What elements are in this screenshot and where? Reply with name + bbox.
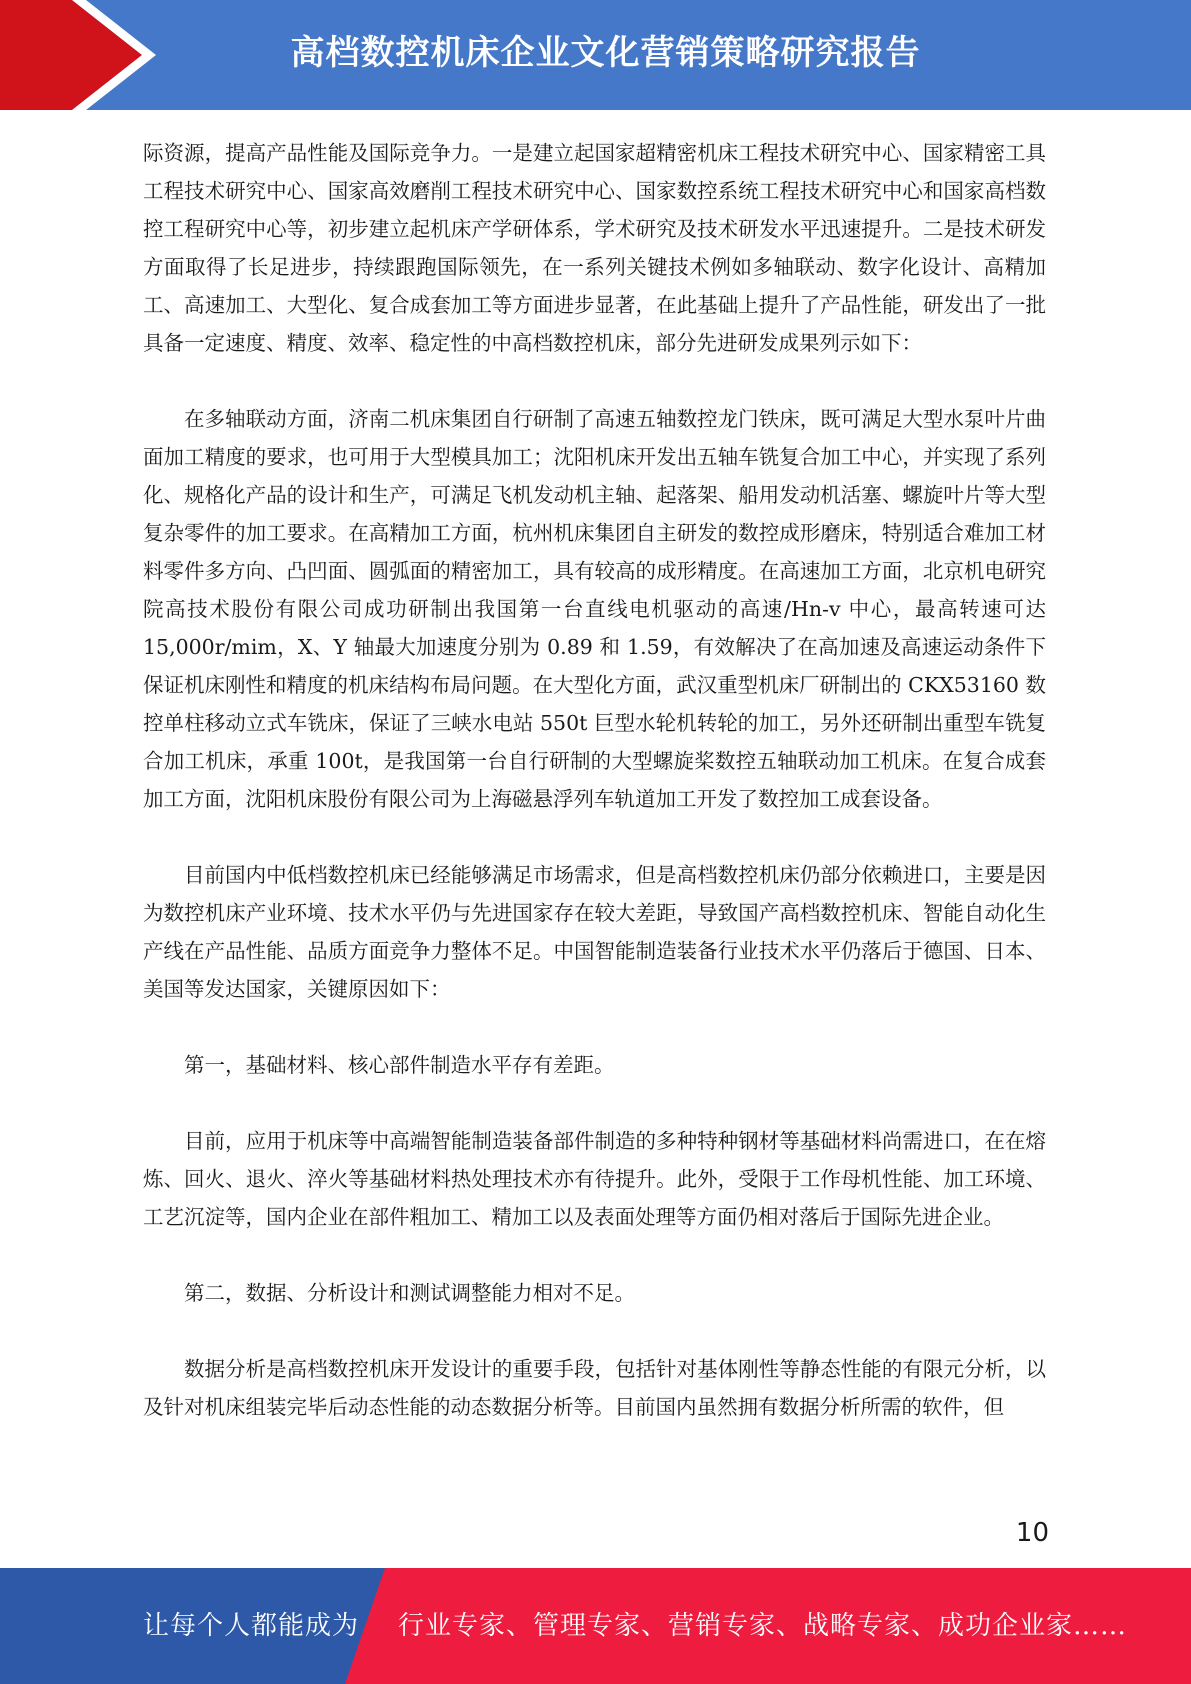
heading-point-two: 第二，数据、分析设计和测试调整能力相对不足。 bbox=[184, 1281, 635, 1305]
header-arrow-decoration bbox=[0, 0, 160, 110]
page-number: 10 bbox=[1015, 1518, 1049, 1548]
paragraph-continuation: 际资源，提高产品性能及国际竞争力。一是建立起国家超精密机床工程技术研究中心、国家精密工具工程技术研究中心、国家高效磨削工程技术研究中心、国家数控系统工程技术研究中心和国家高档数控工程研究中心等，初步建立起机床产学研体系，学术研究及技术研发水平迅速提升。二是技术研发方面取得了长足进步，持续跟跑国际领先，在一系列关键技术例如多轴联动、数字化设计、高精加工、高速加工、大型化、复合成套加工等方面进步显著，在此基础上提升了产品性能，研发出了一批具备一定速度、精度、效率、稳定性的中高档数控机床，部分先进研发成果列示如下： bbox=[143, 141, 1046, 355]
paragraph-multi-axis: 在多轴联动方面，济南二机床集团自行研制了高速五轴数控龙门铁床，既可满足大型水泵叶片曲面加工精度的要求，也可用于大型模具加工；沈阳机床开发出五轴车铣复合加工中心，并实现了系列化、规格化产品的设计和生产，可满足飞机发动机主轴、起落架、船用发动机活塞、螺旋叶片等大型复杂零件的加工要求。在高精加工方面，杭州机床集团自主研发的数控成形磨床，特别适合难加工材料零件多方向、凸凹面、圆弧面的精密加工，具有较高的成形精度。在高速加工方面，北京机电研究院高技术股份有限公司成功研制出我国第一台直线电机驱动的高速/Hn-v 中心，最高转速可达 15,000r/mim，X、Y 轴最大加速度分别为 0.89 和 1.59，有效解决了在高加速及高速运动条件下保证机床刚性和精度的机床结构布局问题。在大型化方面，武汉重型机床厂研制出的 CKX53160 数控单柱移动立式车铣床，保证了三峡水电站 550t 巨型水轮机转轮的加工，另外还研制出重型车铣复合加工机床，承重 100t，是我国第一台自行研制的大型螺旋桨数控五轴联动加工机床。在复合成套加工方面，沈阳机床股份有限公司为上海磁悬浮列车轨道加工开发了数控加工成套设备。 bbox=[143, 407, 1046, 811]
document-title: 高档数控机床企业文化营销策略研究报告 bbox=[290, 33, 921, 73]
page-footer bbox=[0, 1568, 1191, 1684]
footer-slogan-right: 行业专家、管理专家、营销专家、战略专家、成功企业家…… bbox=[398, 1611, 1128, 1641]
document-body bbox=[143, 134, 1046, 1464]
footer-slogan-left: 让每个人都能成为 bbox=[143, 1611, 360, 1641]
heading-point-one: 第一，基础材料、核心部件制造水平存有差距。 bbox=[184, 1053, 615, 1077]
page-header bbox=[0, 0, 1191, 110]
paragraph-current-status: 目前国内中低档数控机床已经能够满足市场需求，但是高档数控机床仍部分依赖进口，主要是因为数控机床产业环境、技术水平仍与先进国家存在较大差距，导致国产高档数控机床、智能自动化生产线在产品性能、品质方面竞争力整体不足。中国智能制造装备行业技术水平仍落后于德国、日本、美国等发达国家，关键原因如下： bbox=[143, 863, 1046, 1001]
paragraph-data-analysis: 数据分析是高档数控机床开发设计的重要手段，包括针对基体刚性等静态性能的有限元分析，以及针对机床组装完毕后动态性能的动态数据分析等。目前国内虽然拥有数据分析所需的软件，但 bbox=[143, 1357, 1046, 1419]
paragraph-materials: 目前，应用于机床等中高端智能制造装备部件制造的多种特种钢材等基础材料尚需进口，在在熔炼、回火、退火、淬火等基础材料热处理技术亦有待提升。此外，受限于工作母机性能、加工环境、工艺沉淀等，国内企业在部件粗加工、精加工以及表面处理等方面仍相对落后于国际先进企业。 bbox=[143, 1129, 1046, 1229]
